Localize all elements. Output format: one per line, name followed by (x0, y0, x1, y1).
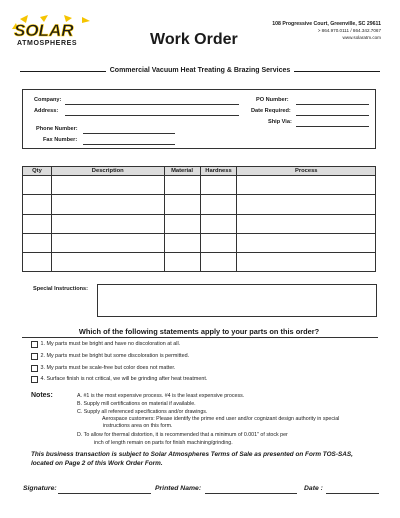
logo-subtext: ATMOSPHERES (17, 40, 78, 47)
date-field[interactable] (326, 493, 379, 494)
special-instructions-label: Special Instructions: (33, 286, 89, 292)
hardness-cell[interactable] (200, 176, 237, 195)
material-cell[interactable] (164, 214, 200, 233)
description-cell[interactable] (51, 176, 164, 195)
table-header-row (23, 167, 376, 176)
option-2-checkbox[interactable] (31, 353, 38, 360)
process-cell[interactable] (237, 195, 376, 214)
hardness-cell[interactable] (200, 195, 237, 214)
material-cell[interactable] (164, 195, 200, 214)
process-cell[interactable] (237, 176, 376, 195)
printed-name-label: Printed Name: (155, 485, 202, 492)
table-row (23, 214, 376, 233)
date-label: Date : (304, 485, 323, 492)
company-website: www.solaratm.com (342, 34, 381, 40)
description-cell[interactable] (51, 195, 164, 214)
option-1-label: 1. My parts must be bright and have no discoloration at all. (40, 341, 181, 348)
company-label: Company: (34, 97, 62, 103)
table-row (23, 195, 376, 214)
table-row (23, 253, 376, 272)
process-cell[interactable] (237, 214, 376, 233)
description-cell[interactable] (51, 214, 164, 233)
ship-via-label: Ship Via: (268, 119, 292, 125)
option-4-label: 4. Surface finish is not critical, we will be grinding after heat treatment. (40, 376, 208, 383)
subtitle: Commercial Vacuum Heat Treating & Brazing Services (106, 67, 295, 74)
hardness-header: Hardness (200, 167, 237, 176)
qty-header: Qty (23, 167, 52, 176)
qty-cell[interactable] (23, 176, 52, 195)
option-3-checkbox[interactable] (31, 365, 38, 372)
company-address: 108 Progressive Court, Greenville, SC 29611 (272, 21, 381, 27)
note-d-cont: inch of length remain on parts for finish machining/grinding. (94, 440, 233, 446)
description-cell[interactable] (51, 253, 164, 272)
table-row (23, 233, 376, 252)
notes-label: Notes: (31, 392, 53, 399)
terms-of-sale (31, 450, 353, 468)
printed-name-field[interactable] (205, 493, 297, 494)
note-c: C. Supply all referenced specifications and/or drawings. (77, 409, 208, 415)
hardness-cell[interactable] (200, 214, 237, 233)
question-rule (22, 337, 378, 338)
special-instructions-field[interactable] (97, 284, 377, 317)
company-phone-fax: > 864.970.0111 / 864.342.7067 (317, 27, 381, 33)
process-cell[interactable] (237, 233, 376, 252)
date-required-field[interactable] (296, 115, 369, 116)
page-title: Work Order (150, 31, 238, 48)
note-aerospace-cont: instructions area on this form. (103, 423, 173, 429)
option-2-label: 2. My parts must be bright but some discoloration is permitted. (40, 353, 190, 360)
note-d: D. To allow for thermal distortion, it is recommended that a minimum of 0.001" of stock per (77, 432, 288, 438)
option-4-checkbox[interactable] (31, 376, 38, 383)
note-aerospace: Aerospace customers: Please identify the prime end user and/or cognizant design authority in special (102, 416, 340, 422)
subtitle-banner (20, 66, 380, 76)
description-cell[interactable] (51, 233, 164, 252)
qty-cell[interactable] (23, 233, 52, 252)
option-1 (31, 341, 180, 348)
table-row (23, 176, 376, 195)
description-header: Description (51, 167, 164, 176)
process-cell[interactable] (237, 253, 376, 272)
material-header: Material (164, 167, 200, 176)
note-a: A. #1 is the most expensive process. #4 is the least expensive process. (77, 393, 245, 399)
signature-field[interactable] (58, 493, 151, 494)
option-2 (31, 353, 189, 360)
qty-cell[interactable] (23, 253, 52, 272)
phone-field[interactable] (83, 133, 175, 134)
fax-field[interactable] (83, 144, 175, 145)
contact-info (272, 21, 381, 41)
hardness-cell[interactable] (200, 253, 237, 272)
qty-cell[interactable] (23, 214, 52, 233)
material-cell[interactable] (164, 253, 200, 272)
process-header: Process (237, 167, 376, 176)
ship-via-field[interactable] (296, 126, 369, 127)
hardness-cell[interactable] (200, 233, 237, 252)
logo-wordmark: SOLAR (14, 21, 74, 40)
fax-label: Fax Number: (43, 137, 78, 143)
address-label: Address: (34, 108, 59, 114)
option-3-label: 3. My parts must be scale-free but color does not matter. (40, 365, 176, 372)
qty-cell[interactable] (23, 195, 52, 214)
address-field[interactable] (65, 115, 239, 116)
option-4 (31, 376, 207, 383)
po-number-field[interactable] (296, 104, 369, 105)
option-1-checkbox[interactable] (31, 341, 38, 348)
signature-label: Signature: (23, 485, 57, 492)
note-b: B. Supply mill certifications on material if available. (77, 401, 196, 407)
work-order-table (22, 166, 376, 272)
terms-line-1: This business transaction is subject to Solar Atmospheres Terms of Sale as presented on Form TOS-SAS, (31, 451, 353, 458)
surface-question: Which of the following statements apply to your parts on this order? (78, 327, 320, 336)
company-logo (10, 15, 98, 53)
option-3 (31, 365, 175, 372)
terms-line-2: located on Page 2 of this Work Order Form. (31, 460, 163, 467)
date-required-label: Date Required: (251, 108, 291, 114)
company-field[interactable] (65, 104, 239, 105)
material-cell[interactable] (164, 176, 200, 195)
phone-label: Phone Number: (36, 126, 78, 132)
material-cell[interactable] (164, 233, 200, 252)
po-number-label: PO Number: (256, 97, 289, 103)
